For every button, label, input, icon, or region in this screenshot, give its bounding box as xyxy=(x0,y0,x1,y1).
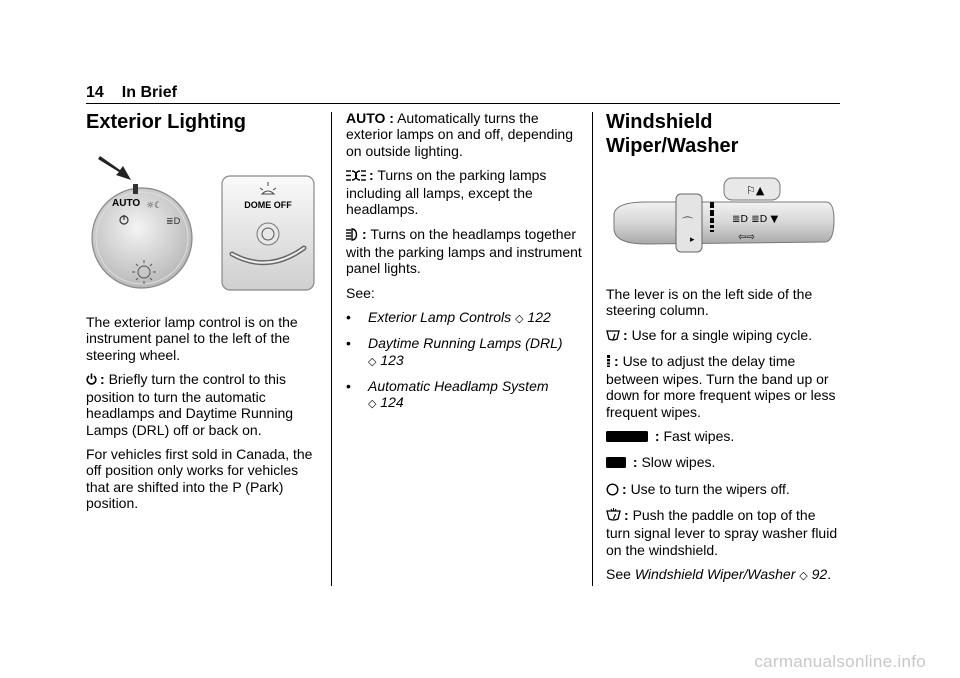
exterior-lighting-heading: Exterior Lighting xyxy=(86,111,246,133)
link-windshield-wiper-washer[interactable]: Windshield Wiper/Washer xyxy=(634,565,796,582)
link-daytime-running-lamps[interactable]: Daytime Running Lamps (DRL) xyxy=(368,335,563,352)
wiper-off-icon xyxy=(606,483,619,499)
off-paragraph: : Use to turn the wipers off. xyxy=(606,481,842,499)
wiper-lever-illustration xyxy=(606,172,842,272)
wiper-lever-figure xyxy=(606,172,842,272)
washer-paragraph: : Push the paddle on top of the turn signal lever to spray washer fluid on the windshield. xyxy=(606,506,838,558)
page-ref-icon: ◇ xyxy=(799,568,808,582)
slow-wipe-text: Slow wipes. xyxy=(641,454,716,471)
single-wipe-text: Use for a single wiping cycle. xyxy=(631,326,813,343)
link-automatic-headlamp-system[interactable]: Automatic Headlamp System xyxy=(368,377,549,394)
off-position-text: Briefly turn the control to this position to turn the automatic headlamps and Daytime Running Lamps (DRL) off or back on. xyxy=(86,370,294,438)
slow-paragraph: : Slow wipes. xyxy=(606,454,842,472)
headlamp-knob xyxy=(92,188,192,288)
pointer-arrow-icon xyxy=(98,156,131,180)
headlamps-text: Turns on the headlamps together with the parking lamps and instrument panel lights. xyxy=(346,225,582,277)
header-rule xyxy=(86,103,840,104)
washer-text: Push the paddle on top of the turn signal lever to spray washer fluid on the windshield. xyxy=(606,506,838,558)
delay-band-icon xyxy=(606,355,611,371)
left-column xyxy=(86,110,318,519)
svg-text:≣D: ≣D xyxy=(166,217,181,227)
single-wipe-paragraph: : Use for a single wiping cycle. xyxy=(606,327,842,345)
fast-paragraph: : Fast wipes. xyxy=(606,428,842,446)
wiper-off-text: Use to turn the wipers off. xyxy=(630,480,790,497)
link-item[interactable]: • Automatic Headlamp System ◇ 124 xyxy=(346,377,549,411)
page-header xyxy=(86,84,177,102)
headlamps-paragraph: : Turns on the headlamps together with the parking lamps and instrument panel lights. xyxy=(346,225,582,277)
auto-paragraph xyxy=(346,110,582,159)
svg-text:☼☾: ☼☾ xyxy=(146,201,163,211)
see-wiper-paragraph: See Windshield Wiper/Washer ◇ 92. xyxy=(606,565,832,582)
svg-text:≣D ≣D ▼: ≣D ≣D ▼ xyxy=(732,214,779,225)
parking-lamps-text: Turns on the parking lamps including all lamps, except the headlamps. xyxy=(346,166,547,218)
fast-wipe-text: Fast wipes. xyxy=(663,428,735,445)
parking-lamp-icon xyxy=(346,169,366,185)
canada-paragraph: For vehicles first sold in Canada, the off position only works for vehicles that are shifted into the P (Park) position. xyxy=(86,446,313,511)
link-item[interactable]: • Daytime Running Lamps (DRL) ◇ 123 xyxy=(346,335,563,368)
auto-text: Automatically turns the exterior lamps on and off, depending on outside lighting. xyxy=(346,110,574,159)
svg-text:▸: ▸ xyxy=(690,235,695,245)
lamp-control-figure xyxy=(86,144,318,298)
link-exterior-lamp-controls[interactable]: Exterior Lamp Controls xyxy=(368,308,512,325)
auto-label: AUTO : xyxy=(346,110,394,126)
mist-icon xyxy=(606,329,620,345)
lever-location-text: The lever is on the left side of the steering column. xyxy=(606,286,813,319)
column-divider-1 xyxy=(331,112,332,586)
off-position-paragraph: : Briefly turn the control to this position to turn the automatic headlamps and Daytime Running Lamps (DRL) off or back on. xyxy=(86,370,294,438)
page-ref-icon: ◇ xyxy=(515,311,524,325)
svg-text:⇦⇨: ⇦⇨ xyxy=(738,232,755,243)
fast-wipe-icon xyxy=(606,430,648,446)
middle-column xyxy=(346,110,582,420)
watermark: carmanualsonline.info xyxy=(754,652,926,671)
right-column xyxy=(606,110,842,592)
washer-icon xyxy=(606,508,621,525)
link-item[interactable]: • Exterior Lamp Controls ◇ 122 xyxy=(346,308,551,325)
off-symbol-icon xyxy=(86,373,97,389)
page-ref-icon: ◇ xyxy=(368,397,377,411)
page-92-link[interactable]: 92 xyxy=(811,565,828,582)
delay-paragraph: : Use to adjust the delay time between wipes. Turn the band up or down for more frequent wipes or less frequent wipes. xyxy=(606,352,836,420)
delay-text: Use to adjust the delay time between wipes. Turn the band up or down for more frequent wipes or less frequent wipes. xyxy=(606,352,836,420)
parking-lamps-paragraph: : Turns on the parking lamps including all lamps, except the headlamps. xyxy=(346,166,547,218)
wiper-washer-heading: Windshield Wiper/Washer xyxy=(606,111,739,157)
slow-wipe-icon xyxy=(606,456,626,472)
svg-text:AUTO: AUTO xyxy=(112,198,141,209)
section-title: In Brief xyxy=(121,84,177,101)
lamp-control-description: The exterior lamp control is on the instrument panel to the left of the steering wheel. xyxy=(86,314,298,363)
svg-text:⚐▲: ⚐▲ xyxy=(746,184,765,197)
see-label: See: xyxy=(346,284,375,301)
page-number: 14 xyxy=(86,84,104,101)
svg-text:DOME OFF: DOME OFF xyxy=(244,200,292,210)
headlamp-icon xyxy=(346,228,359,244)
page-ref-icon: ◇ xyxy=(368,354,377,368)
column-divider-2 xyxy=(592,112,593,586)
svg-text:⌒: ⌒ xyxy=(682,216,693,229)
lamp-control-illustration xyxy=(86,144,318,298)
